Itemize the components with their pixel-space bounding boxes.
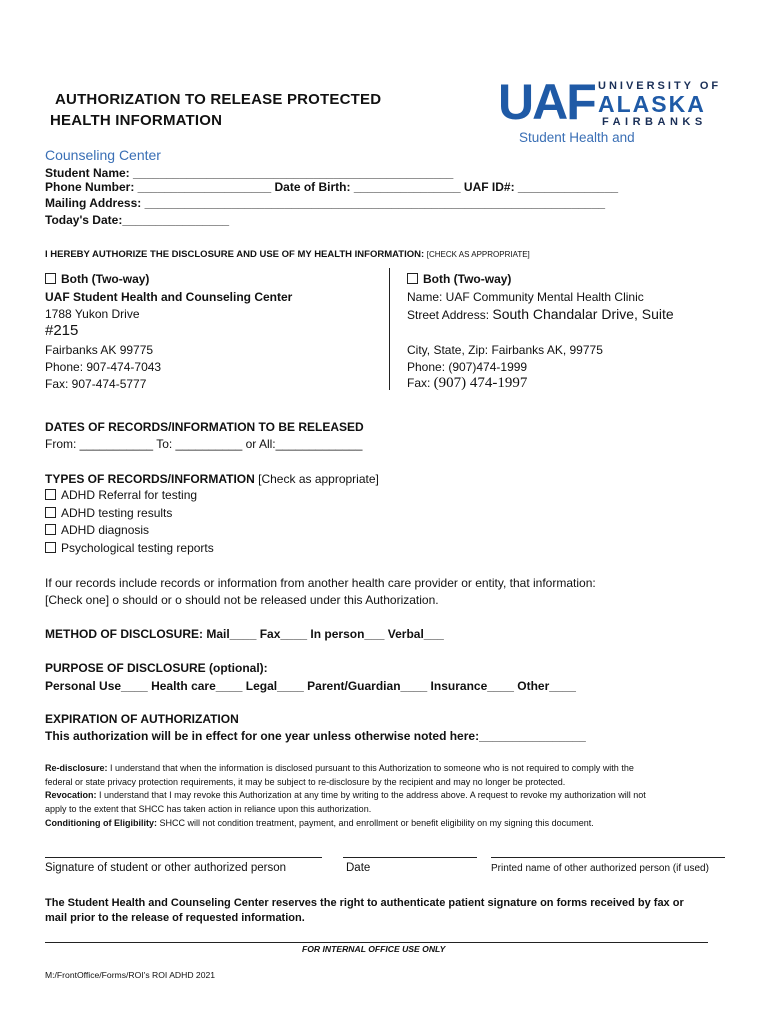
- office-use-divider: [45, 942, 708, 943]
- revocation-text-1: Revocation: I understand that I may revoke this Authorization at any time by writing to the address above. A request to revoke my authorization will not: [45, 790, 646, 800]
- form-title-line-1: AUTHORIZATION TO RELEASE PROTECTED: [55, 91, 382, 108]
- checkbox-icon[interactable]: [45, 273, 56, 284]
- mailing-address-field[interactable]: Mailing Address: _____________________________________________________________________: [45, 196, 606, 210]
- uaf-logo-alaska: ALASKA: [598, 91, 706, 117]
- signature-line[interactable]: [45, 857, 322, 858]
- phone-dob-id-field[interactable]: Phone Number: ____________________ Date of Birth: ________________ UAF ID#: _______________: [45, 180, 619, 194]
- expiration-line[interactable]: This authorization will be in effect for one year unless otherwise noted here:________________: [45, 729, 586, 743]
- date-line[interactable]: [343, 857, 477, 858]
- redisclosure-text-1: Re-disclosure: I understand that when the information is disclosed pursuant to this Authorization to someone who is not required to comply with the: [45, 763, 634, 773]
- checkbox-icon[interactable]: [45, 489, 56, 500]
- purpose-options[interactable]: Personal Use____ Health care____ Legal____ Parent/Guardian____ Insurance____ Other____: [45, 679, 576, 693]
- right-party-fax: Fax: (907) 474-1997: [407, 375, 528, 391]
- authorize-label: I HEREBY AUTHORIZE THE DISCLOSURE AND USE OF MY HEALTH INFORMATION:: [45, 249, 425, 260]
- right-both-checkbox[interactable]: Both (Two-way): [407, 272, 511, 286]
- date-label: Date: [346, 862, 371, 874]
- types-heading: TYPES OF RECORDS/INFORMATION [Check as appropriate]: [45, 472, 379, 486]
- dates-range-field[interactable]: From: ___________ To: __________ or All:_____________: [45, 437, 363, 451]
- document-path: M:/FrontOffice/Forms/ROI's ROI ADHD 2021: [45, 970, 216, 980]
- right-party-street: Street Address: South Chandalar Drive, Suite: [407, 306, 674, 322]
- printed-name-line[interactable]: [491, 857, 725, 858]
- other-provider-line-2[interactable]: [Check one] o should or o should not be released under this Authorization.: [45, 593, 439, 607]
- checkbox-icon[interactable]: [45, 524, 56, 535]
- left-party-suite: #215: [45, 322, 79, 339]
- dates-heading: DATES OF RECORDS/INFORMATION TO BE RELEASED: [45, 420, 364, 434]
- purpose-heading: PURPOSE OF DISCLOSURE (optional):: [45, 661, 268, 675]
- subtitle-counseling-center: Counseling Center: [45, 147, 161, 163]
- left-party-fax: Fax: 907-474-5777: [45, 377, 147, 391]
- right-party-street-value: South Chandalar Drive, Suite: [492, 306, 674, 322]
- left-party-phone: Phone: 907-474-7043: [45, 360, 162, 374]
- printed-name-label: Printed name of other authorized person (if used): [491, 863, 709, 874]
- uaf-logo: [498, 72, 722, 136]
- authorize-note: [CHECK AS APPROPRIATE]: [426, 250, 530, 259]
- checkbox-icon[interactable]: [407, 273, 418, 284]
- office-use-label: FOR INTERNAL OFFICE USE ONLY: [302, 944, 446, 954]
- column-divider: [389, 268, 390, 390]
- checkbox-icon[interactable]: [45, 542, 56, 553]
- right-party-name: Name: UAF Community Mental Health Clinic: [407, 290, 644, 304]
- type-option-adhd-referral[interactable]: ADHD Referral for testing: [45, 488, 197, 502]
- right-party-phone: Phone: (907)474-1999: [407, 360, 528, 374]
- type-option-adhd-diagnosis[interactable]: ADHD diagnosis: [45, 523, 149, 537]
- todays-date-field[interactable]: Today's Date:________________: [45, 213, 230, 227]
- method-of-disclosure[interactable]: METHOD OF DISCLOSURE: Mail____ Fax____ In person___ Verbal___: [45, 627, 444, 641]
- signature-label: Signature of student or other authorized person: [45, 862, 287, 874]
- student-name-field[interactable]: Student Name: ________________________________________________: [45, 166, 454, 180]
- left-both-checkbox[interactable]: Both (Two-way): [45, 272, 149, 286]
- right-party-fax-value: (907) 474-1997: [433, 375, 528, 391]
- conditioning-text: Conditioning of Eligibility: SHCC will not condition treatment, payment, and enrollment or benefit eligibility on my signing this document.: [45, 818, 594, 828]
- reserve-right-line-1: The Student Health and Counseling Center reserves the right to authenticate patient signature on forms received by fax or: [45, 897, 684, 909]
- uaf-logo-university-of: UNIVERSITY OF: [598, 80, 722, 92]
- expiration-heading: EXPIRATION OF AUTHORIZATION: [45, 712, 239, 726]
- reserve-right-line-2: mail prior to the release of requested information.: [45, 912, 305, 924]
- left-party-city: Fairbanks AK 99775: [45, 343, 154, 357]
- form-title-line-2: HEALTH INFORMATION: [50, 112, 223, 129]
- type-option-psych-testing[interactable]: Psychological testing reports: [45, 541, 214, 555]
- checkbox-icon[interactable]: [45, 507, 56, 518]
- type-option-adhd-testing-results[interactable]: ADHD testing results: [45, 506, 172, 520]
- subtitle-student-health: Student Health and: [519, 130, 635, 145]
- left-party-street: 1788 Yukon Drive: [45, 307, 140, 321]
- right-party-city: City, State, Zip: Fairbanks AK, 99775: [407, 343, 603, 357]
- other-provider-line-1: If our records include records or information from another health care provider or entity, that information:: [45, 576, 596, 590]
- left-party-name: UAF Student Health and Counseling Center: [45, 290, 293, 304]
- uaf-logo-fairbanks: FAIRBANKS: [602, 116, 707, 128]
- authorize-statement: [45, 249, 530, 260]
- revocation-text-2: apply to the extent that SHCC has taken action in reliance upon this authorization.: [45, 804, 372, 814]
- redisclosure-text-2: federal or state privacy protection requirements, it may be subject to re-disclosure by the recipient and may no longer be protected.: [45, 777, 566, 787]
- uaf-logo-mark: UAF: [498, 74, 595, 130]
